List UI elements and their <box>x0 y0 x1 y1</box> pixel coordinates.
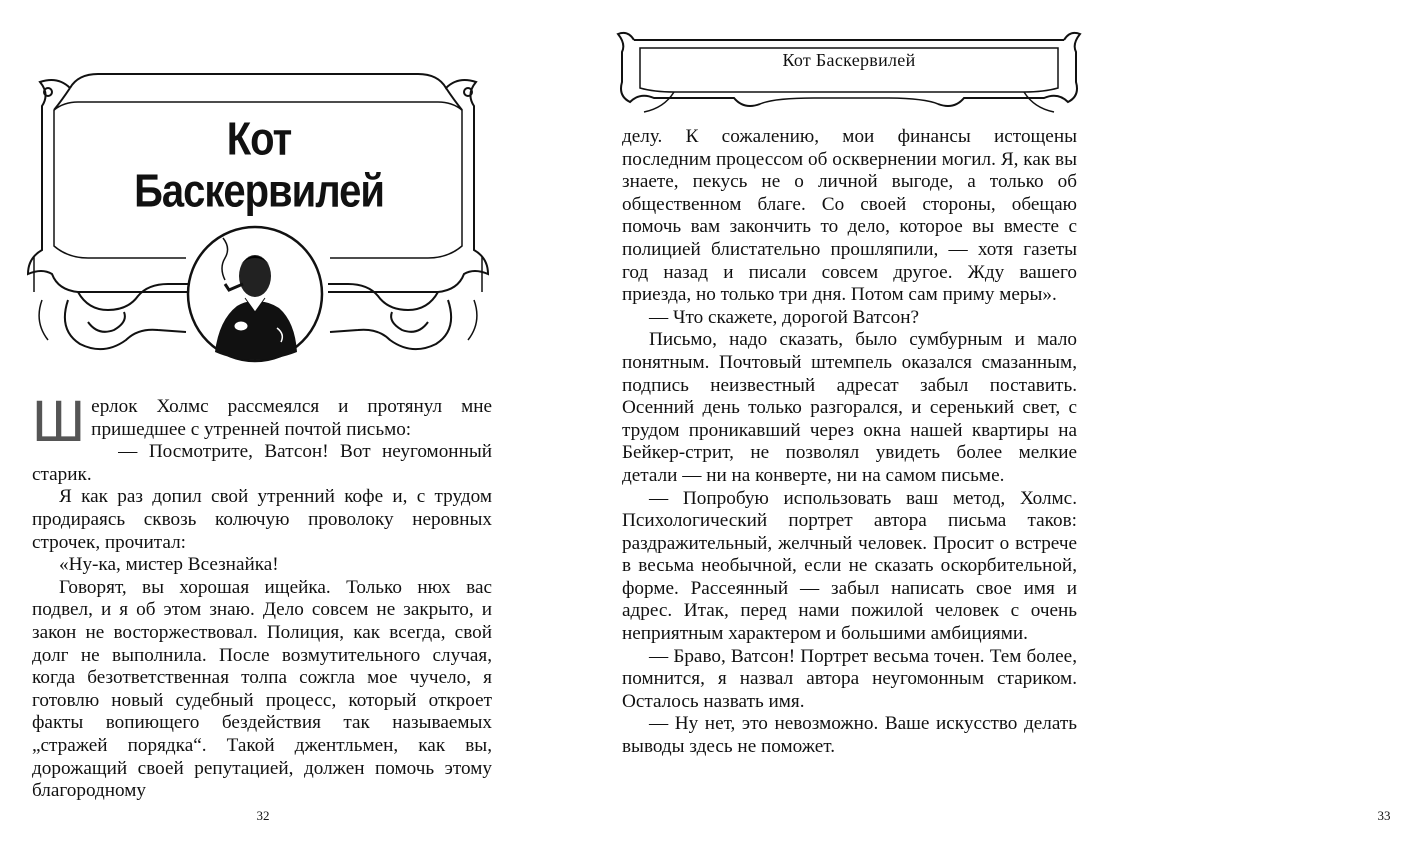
paragraph: — Браво, Ватсон! Портрет весьма точен. Тем более, помнится, я назвал автора неугомонным стариком. Осталось назвать имя. <box>622 645 1077 712</box>
paragraph: — Что скажете, дорогой Ватсон? <box>649 306 919 328</box>
paragraph: Письмо, надо сказать, было сумбурным и мало понятным. Почтовый штемпель оказался смазанным, подпись неизвестный адресат забыл поставить. Осенний день только разгорался, и серенький свет, с трудом проникавший через окна нашей квартиры на Бейкер-стрит, не позволял увидеть более мелкие детали — ни на конверте, ни на самом письме. <box>622 329 1077 486</box>
right-page <box>546 0 1391 844</box>
chapter-title: Кот Баскервилей <box>134 114 384 217</box>
paragraph: Шерлок Холмс рассмеялся и протянул мне пришедшее с утренней почтой письмо: <box>32 389 492 454</box>
paragraph: — Ну нет, это невозможно. Ваше искусство делать выводы здесь не поможет. <box>622 713 1077 758</box>
running-head-title: Кот Баскервилей <box>782 50 916 70</box>
portrait-illustration <box>185 224 325 364</box>
right-page-text <box>622 126 1077 759</box>
page-number: 33 <box>1377 808 1391 823</box>
paragraph: делу. К сожалению, мои финансы истощены последним процессом об осквернении могил. Я, как вы знаете, пекусь не о личной выгоде, а только об общественном благе. Со своей стороны, обещаю помочь вам закончить то дело, которое вы вместе с полицией блистательно прошляпили, — хотя газеты год назад и писали совсем другое. Жду вашего приезда, но только три дня. Потом сам приму меры». <box>622 126 1077 306</box>
paragraph: — Посмотрите, Ватсон! Вот неугомонный старик. <box>32 441 492 485</box>
paragraph: «Ну-ка, мистер Всезнайка! <box>59 554 279 576</box>
drop-cap: Ш <box>32 389 86 454</box>
page-number: 32 <box>256 808 270 823</box>
paragraph: — Попробую использовать ваш метод, Холмс. Психологический портрет автора письма таков: раздражительный, желчный человек. Просит о встрече в весьма необычной, если не сказать оскорбительной, форме. Рассеянный — забыл написать свое имя и адрес. Итак, перед нами пожилой человек с очень неприятным характером и большими амбициями. <box>622 487 1077 645</box>
paragraph: Я как раз допил свой утренний кофе и, с трудом продираясь сквозь колючую проволоку неровных строчек, прочитал: <box>32 486 492 553</box>
left-page <box>0 0 546 844</box>
paragraph: Говорят, вы хорошая ищейка. Только нюх вас подвел, и я об этом знаю. Дело совсем не закрыто, и закон не восторжествовал. Полиция, как всегда, свой долг не выполнила. После возмутительного случая, когда безответственная толпа сожгла мое чучело, я готовлю новый судебный процесс, который откроет факты вопиющего бездействия так называемых „стражей порядка“. Такой джентльмен, как вы, дорожащий своей репутацией, должен помочь этому благородному <box>32 576 492 802</box>
left-page-text <box>32 389 492 803</box>
